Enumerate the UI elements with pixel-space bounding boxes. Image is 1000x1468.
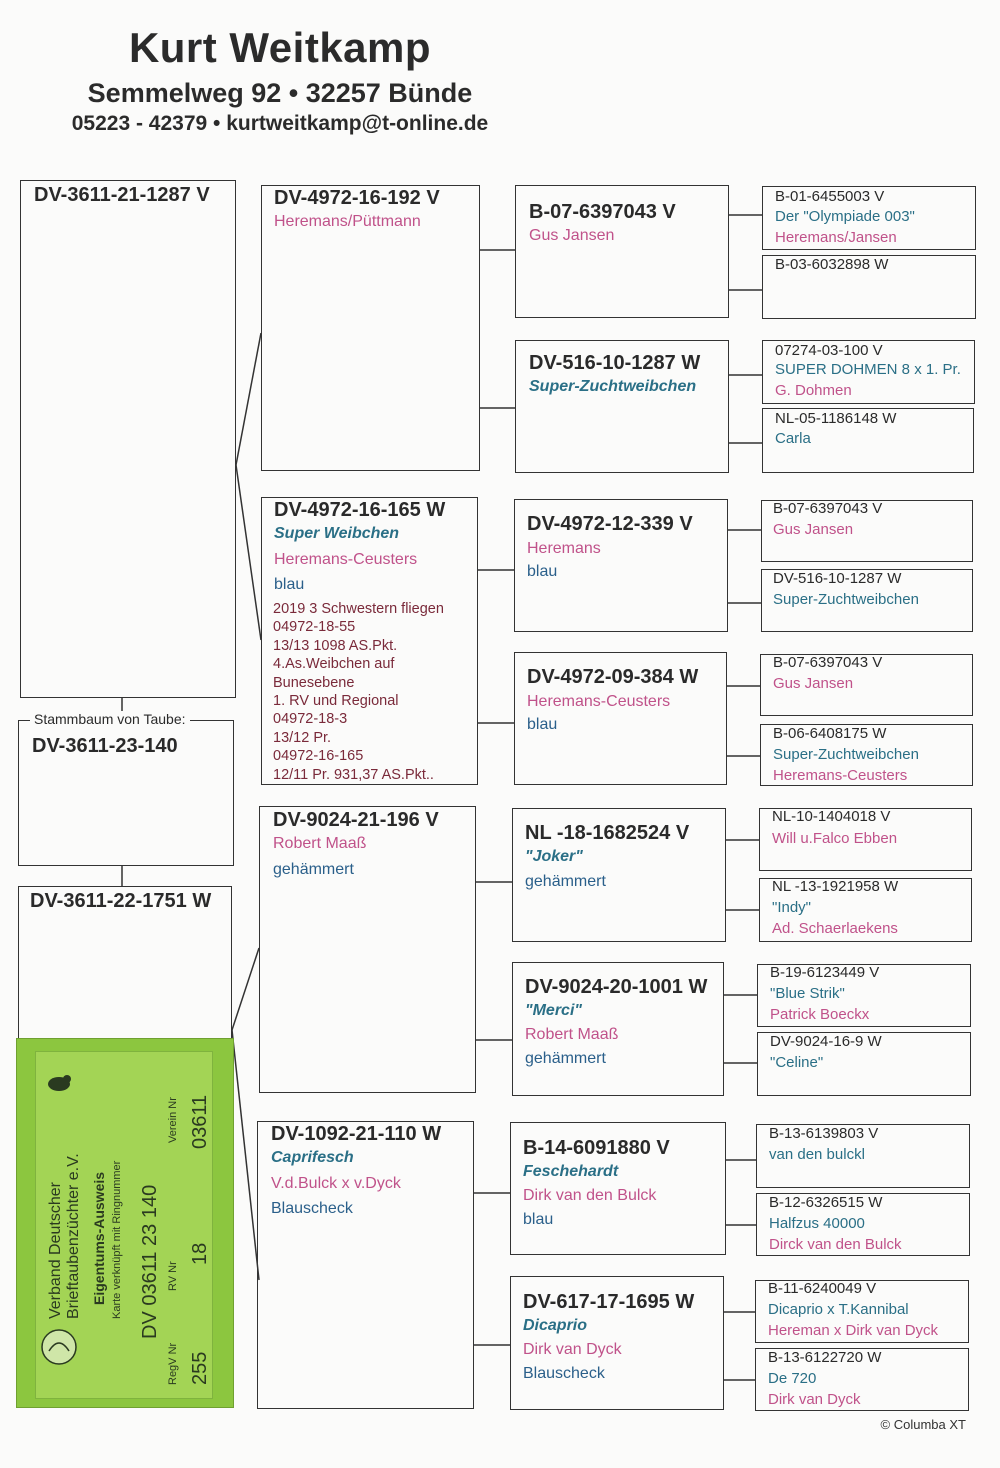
gen4-12-line1: "Celine": [770, 1054, 824, 1071]
gen2-1-line1: Heremans/Püttmann: [274, 213, 421, 230]
card-ring-number: DV 03611 23 140: [139, 1184, 161, 1339]
gen4-12-ring: DV-9024-16-9 W: [770, 1033, 882, 1050]
gen2-1-ring: DV-4972-16-192 V: [274, 187, 440, 209]
gen4-5-line1: Gus Jansen: [773, 521, 854, 538]
gen4-9-ring: NL-10-1404018 V: [772, 808, 891, 825]
gen4-2-ring: B-03-6032898 W: [775, 256, 889, 273]
gen2-4-line3: Blauscheck: [271, 1200, 353, 1217]
gen2-2-note-3: 13/13 1098 AS.Pkt.: [273, 638, 398, 654]
gen4-14-ring: B-12-6326515 W: [769, 1194, 883, 1211]
gen2-3-line2: gehämmert: [273, 861, 354, 878]
subject-caption: Stammbaum von Taube:: [30, 711, 190, 727]
gen4-11-line2: Patrick Boeckx: [770, 1006, 870, 1023]
gen2-2-line1: Super Weibchen: [274, 525, 400, 542]
gen4-1-line1: Der "Olympiade 003": [775, 208, 915, 225]
card-regv-value: 255: [189, 1351, 211, 1385]
gen4-6-ring: DV-516-10-1287 W: [773, 570, 902, 587]
card-regv-label: RegV Nr: [167, 1342, 179, 1385]
gen2-2-note-8: 13/12 Pr.: [273, 730, 332, 746]
breeder-address: Semmelweg 92 • 32257 Bünde: [87, 78, 473, 108]
gen4-1-line2: Heremans/Jansen: [775, 229, 897, 246]
gen2-3-ring: DV-9024-21-196 V: [273, 809, 439, 831]
subject-ring: DV-3611-23-140: [32, 735, 178, 757]
gen3-6-line3: gehämmert: [525, 1050, 606, 1067]
mother-ring: DV-3611-22-1751 W: [30, 890, 212, 912]
gen4-13-ring: B-13-6139803 V: [769, 1125, 879, 1142]
gen3-8-line1: Dicaprio: [523, 1317, 588, 1334]
gen3-8-line3: Blauscheck: [523, 1365, 605, 1382]
gen2-4-line2: V.d.Bulck x v.Dyck: [271, 1175, 401, 1192]
gen4-10-line1: "Indy": [772, 899, 812, 916]
gen4-16-line2: Dirk van Dyck: [768, 1391, 861, 1408]
gen2-2-note-1: 2019 3 Schwestern fliegen: [273, 601, 444, 617]
gen4-8-ring: B-06-6408175 W: [773, 725, 887, 742]
gen2-2-note-7: 04972-18-3: [273, 711, 348, 727]
gen3-8-line2: Dirk van Dyck: [523, 1341, 622, 1358]
gen2-2-note-10: 12/11 Pr. 931,37 AS.Pkt..: [273, 767, 434, 783]
card-title: Eigentums-Ausweis: [91, 1171, 107, 1305]
gen4-15-line1: Dicaprio x T.Kannibal: [768, 1301, 909, 1318]
gen2-2-note-9: 04972-16-165: [273, 748, 364, 764]
gen3-7-line2: Dirk van den Bulck: [523, 1187, 657, 1204]
gen2-3-line1: Robert Maaß: [273, 835, 367, 852]
gen4-7-ring: B-07-6397043 V: [773, 654, 883, 671]
pigeon-logo-icon: [43, 1069, 75, 1099]
card-rv-value: 18: [189, 1242, 211, 1265]
card-org-line1: Verband Deutscher: [47, 1182, 64, 1319]
gen4-3-ring: 07274-03-100 V: [775, 342, 883, 359]
gen4-14-line2: Dirck van den Bulck: [769, 1236, 902, 1253]
father-ring: DV-3611-21-1287 V: [34, 184, 210, 206]
gen4-3-line1: SUPER DOHMEN 8 x 1. Pr.: [775, 361, 961, 378]
gen4-11-line1: "Blue Strik": [770, 985, 845, 1002]
gen3-4-line2: blau: [527, 716, 558, 733]
gen4-16-ring: B-13-6122720 W: [768, 1349, 882, 1366]
gen4-5-ring: B-07-6397043 V: [773, 500, 883, 517]
gen3-4-line1: Heremans-Ceusters: [527, 693, 671, 710]
gen4-10-ring: NL -13-1921958 W: [772, 878, 899, 895]
gen3-1-ring: B-07-6397043 V: [529, 201, 676, 223]
gen2-2-ring: DV-4972-16-165 W: [274, 499, 446, 521]
gen4-9-line1: Will u.Falco Ebben: [772, 830, 898, 847]
gen2-2-line3: blau: [274, 576, 305, 593]
gen4-3-line2: G. Dohmen: [775, 382, 852, 399]
gen4-8-line2: Heremans-Ceusters: [773, 767, 908, 784]
gen3-3-ring: DV-4972-12-339 V: [527, 513, 693, 535]
gen3-2-line1: Super-Zuchtweibchen: [529, 378, 697, 395]
gen3-3-line2: blau: [527, 563, 558, 580]
gen3-8-ring: DV-617-17-1695 W: [523, 1291, 695, 1313]
gen4-11-ring: B-19-6123449 V: [770, 964, 880, 981]
gen4-1-ring: B-01-6455003 V: [775, 188, 885, 205]
gen4-15-line2: Hereman x Dirk van Dyck: [768, 1322, 939, 1339]
gen4-14-line1: Halfzus 40000: [769, 1215, 865, 1232]
gen2-2-note-4: 4.As.Weibchen auf: [273, 656, 395, 672]
card-subtitle: Karte verknüpft mit Ringnummer: [111, 1160, 123, 1319]
gen3-5-line2: gehämmert: [525, 873, 606, 890]
gen4-4-line1: Carla: [775, 430, 811, 447]
gen3-6-line2: Robert Maaß: [525, 1026, 619, 1043]
gen3-7-line3: blau: [523, 1211, 554, 1228]
card-rv-label: RV Nr: [167, 1261, 179, 1291]
gen3-3-line1: Heremans: [527, 540, 601, 557]
father-box: [20, 180, 236, 698]
gen4-6-line1: Super-Zuchtweibchen: [773, 591, 919, 608]
gen2-4-ring: DV-1092-21-110 W: [271, 1123, 442, 1145]
gen3-5-ring: NL -18-1682524 V: [525, 822, 690, 844]
breeder-contact: 05223 - 42379 • kurtweitkamp@t-online.de: [71, 112, 489, 135]
vdbt-logo-icon: [39, 1325, 79, 1369]
gen2-2-note-6: 1. RV und Regional: [273, 693, 399, 709]
gen4-7-line1: Gus Jansen: [773, 675, 854, 692]
breeder-name: Kurt Weitkamp: [128, 24, 432, 71]
gen3-4-ring: DV-4972-09-384 W: [527, 666, 699, 688]
gen4-8-line1: Super-Zuchtweibchen: [773, 746, 919, 763]
gen4-13-line1: van den bulckl: [769, 1146, 865, 1163]
copyright-footer: © Columba XT: [880, 1417, 966, 1432]
gen3-2-ring: DV-516-10-1287 W: [529, 352, 701, 374]
gen3-5-line1: "Joker": [525, 848, 583, 865]
gen3-6-line1: "Merci": [525, 1002, 582, 1019]
card-verein-label: Verein Nr: [167, 1097, 179, 1143]
ownership-card: [16, 1038, 234, 1408]
card-verein-value: 03611: [189, 1094, 211, 1149]
gen2-2-line2: Heremans-Ceusters: [274, 551, 418, 568]
gen3-6-ring: DV-9024-20-1001 W: [525, 976, 708, 998]
gen2-4-line1: Caprifesch: [271, 1149, 354, 1166]
gen2-2-note-2: 04972-18-55: [273, 619, 356, 635]
gen4-4-ring: NL-05-1186148 W: [775, 410, 897, 427]
gen3-7-line1: Feschehardt: [523, 1163, 619, 1180]
gen2-2-note-5: Bunesebene: [273, 675, 355, 691]
gen4-15-ring: B-11-6240049 V: [768, 1280, 877, 1297]
card-org-line2: Brieftaubenzüchter e.V.: [65, 1153, 82, 1319]
gen3-7-ring: B-14-6091880 V: [523, 1137, 670, 1159]
gen4-16-line1: De 720: [768, 1370, 817, 1387]
gen3-1-line1: Gus Jansen: [529, 227, 615, 244]
gen4-10-line2: Ad. Schaerlaekens: [772, 920, 898, 937]
